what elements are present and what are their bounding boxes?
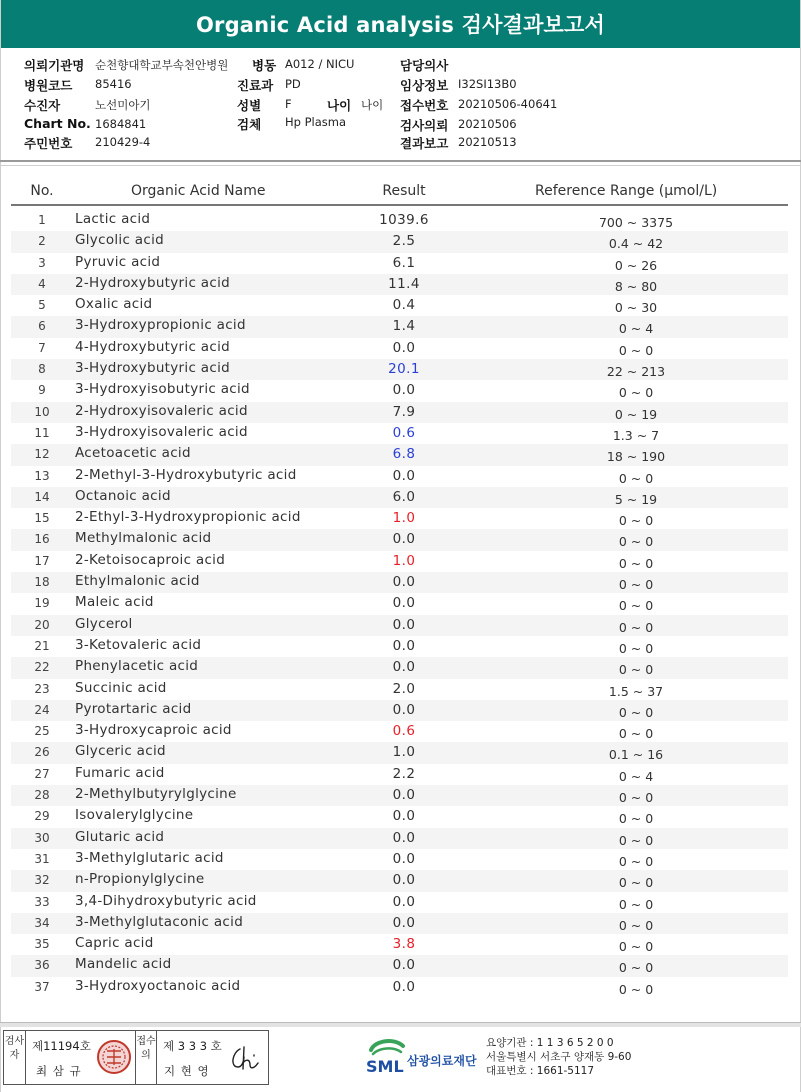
row-number: 3: [38, 255, 46, 270]
age-label: 나이: [327, 98, 352, 113]
receipt-no-label: 접수번호: [400, 98, 449, 113]
acid-name: Glutaric acid: [75, 828, 165, 845]
acid-name: 3-Hydroxycaproic acid: [75, 722, 232, 739]
specimen-value: Hp Plasma: [285, 115, 347, 129]
reference-range: 0 ~ 30: [614, 300, 658, 316]
result-value: 0.0: [392, 850, 416, 867]
table-row: [11, 657, 788, 678]
reference-range: 0 ~ 0: [618, 704, 654, 720]
care-institution-number: 요양기관 : 1 1 3 6 5 2 0 0: [486, 1037, 614, 1049]
dept-value: PD: [285, 77, 301, 91]
result-value: 0.0: [392, 595, 416, 612]
acid-name: Acetoacetic acid: [75, 445, 191, 462]
result-value: 0.0: [392, 787, 416, 804]
result-value: 0.6: [392, 424, 416, 441]
sex-label: 성별: [237, 98, 262, 113]
reference-range: 0 ~ 4: [618, 321, 654, 337]
footer-divider: [0, 1022, 801, 1027]
reference-range: 0 ~ 0: [618, 832, 654, 848]
chart-no-value: 1684841: [95, 117, 147, 131]
table-row: [11, 444, 788, 465]
table-row: [11, 423, 788, 444]
result-value: 0.0: [392, 659, 416, 676]
acid-name: Mandelic acid: [75, 956, 172, 973]
table-row: [11, 529, 788, 550]
reference-range: 0 ~ 0: [618, 577, 654, 593]
clinical-info-label: 임상정보: [400, 78, 449, 93]
acid-name: Maleic acid: [75, 594, 154, 611]
reference-range: 0 ~ 0: [618, 917, 654, 933]
table-row: [11, 253, 788, 274]
result-value: 0.6: [392, 723, 416, 740]
reference-range: 0 ~ 0: [618, 513, 654, 529]
result-value: 6.0: [392, 488, 416, 505]
row-number: 25: [34, 724, 50, 739]
table-row: [11, 892, 788, 913]
acid-name: 3-Ketovaleric acid: [75, 636, 202, 653]
table-row: [11, 551, 788, 572]
ward-value: A012 / NICU: [285, 57, 355, 71]
table-row: [11, 295, 788, 316]
table-row: [11, 508, 788, 529]
acid-name: Fumaric acid: [75, 764, 165, 781]
table-row: [11, 679, 788, 700]
result-value: 1.0: [392, 510, 416, 527]
table-row: [11, 870, 788, 891]
reference-range: 0.4 ~ 42: [608, 236, 664, 252]
acid-name: n-Propionylglycine: [75, 871, 205, 888]
acid-name: Phenylacetic acid: [75, 658, 199, 675]
row-number: 35: [34, 937, 50, 952]
result-value: 1.0: [392, 744, 416, 761]
dept-label: 진료과: [237, 78, 274, 93]
acid-name: 3-Hydroxyisovaleric acid: [75, 423, 248, 440]
result-value: 6.1: [392, 254, 416, 271]
row-number: 6: [38, 319, 46, 334]
row-number: 29: [34, 809, 50, 824]
acid-name: 3-Methylglutaric acid: [75, 849, 224, 866]
acid-name: 3-Hydroxybutyric acid: [75, 360, 230, 377]
results-table: [11, 176, 788, 998]
row-number: 26: [34, 745, 50, 760]
reference-range: 0 ~ 26: [614, 257, 658, 273]
header-no: No.: [30, 183, 54, 199]
row-number: 31: [34, 851, 50, 866]
table-row: [11, 316, 788, 337]
table-row: [11, 806, 788, 827]
row-number: 2: [38, 234, 46, 249]
result-value: 0.0: [392, 701, 416, 718]
specimen-label: 검체: [237, 117, 262, 132]
row-number: 28: [34, 788, 50, 803]
table-row: [11, 572, 788, 593]
row-number: 13: [34, 468, 50, 483]
acid-name: 2-Ethyl-3-Hydroxypropionic acid: [75, 509, 301, 526]
result-value: 1039.6: [379, 212, 429, 228]
table-row: [11, 274, 788, 295]
contact-info: [486, 1036, 631, 1078]
reference-range: 0 ~ 19: [614, 406, 658, 422]
reference-range: 8 ~ 80: [614, 278, 658, 294]
reference-range: 0 ~ 0: [618, 619, 654, 635]
table-row: [11, 402, 788, 423]
reference-range: 0 ~ 0: [618, 640, 654, 656]
footer: [0, 1028, 801, 1092]
ward-label: 병동: [252, 58, 277, 73]
row-number: 14: [34, 489, 50, 504]
result-value: 0.0: [392, 339, 416, 356]
signature-box: [3, 1030, 269, 1085]
sml-logo-text: SML: [366, 1057, 404, 1076]
table-row: [11, 338, 788, 359]
table-body: [11, 210, 788, 998]
row-number: 24: [34, 702, 50, 717]
result-value: 0.0: [392, 829, 416, 846]
reference-range: 1.3 ~ 7: [612, 427, 660, 443]
hospital-code-value: 85416: [95, 77, 132, 91]
acid-name: Glycerol: [75, 615, 133, 632]
reference-range: 0 ~ 4: [618, 768, 654, 784]
row-number: 15: [34, 511, 50, 526]
reference-range: 0 ~ 0: [618, 598, 654, 614]
table-row: [11, 849, 788, 870]
acid-name: 2-Methyl-3-Hydroxybutyric acid: [75, 466, 297, 483]
row-number: 27: [34, 766, 50, 781]
acid-name: 4-Hydroxybutyric acid: [75, 338, 230, 355]
acid-name: Pyruvic acid: [75, 253, 161, 270]
row-number: 34: [34, 915, 50, 930]
receipt-no-value: 20210506-40641: [458, 97, 558, 111]
row-number: 23: [34, 681, 50, 696]
result-value: 11.4: [388, 275, 420, 292]
acid-name: Glyceric acid: [75, 743, 166, 760]
header-divider-thin: [0, 165, 801, 166]
clinical-info-value: I32SI13B0: [458, 77, 517, 91]
row-number: 16: [34, 532, 50, 547]
table-row: [11, 977, 788, 998]
acid-name: Lactic acid: [75, 211, 151, 227]
reference-range: 0 ~ 0: [618, 790, 654, 806]
acid-name: Ethylmalonic acid: [75, 573, 200, 590]
header-name: Organic Acid Name: [131, 183, 266, 199]
approver-license: 제 3 3 3 호: [163, 1039, 222, 1053]
reference-range: 18 ~ 190: [606, 449, 666, 465]
table-row: [11, 913, 788, 934]
result-value: 2.5: [392, 233, 416, 250]
doctor-label: 담당의사: [400, 58, 449, 73]
reference-range: 5 ~ 19: [614, 491, 658, 507]
reference-range: 0 ~ 0: [618, 939, 654, 955]
acid-name: Octanoic acid: [75, 487, 171, 504]
reference-range: 0 ~ 0: [618, 555, 654, 571]
acid-name: Isovalerylglycine: [75, 807, 194, 824]
table-row: [11, 785, 788, 806]
approver-name: 지 현 영: [164, 1064, 210, 1078]
result-value: 2.0: [392, 680, 416, 697]
reference-range: 0 ~ 0: [618, 662, 654, 678]
resident-no-label: 주민번호: [24, 136, 73, 151]
result-value: 0.0: [392, 978, 416, 995]
table-row: [11, 764, 788, 785]
row-number: 5: [38, 298, 46, 313]
row-number: 4: [38, 276, 46, 291]
result-value: 7.9: [392, 403, 416, 420]
reference-range: 0 ~ 0: [618, 385, 654, 401]
table-row: [11, 231, 788, 252]
table-row: [11, 466, 788, 487]
acid-name: Succinic acid: [75, 679, 167, 696]
row-number: 7: [38, 340, 46, 355]
row-number: 8: [38, 362, 46, 377]
result-value: 2.2: [392, 765, 416, 782]
result-value: 0.0: [392, 637, 416, 654]
acid-name: 2-Hydroxybutyric acid: [75, 274, 230, 291]
result-value: 3.8: [392, 936, 416, 953]
row-number: 17: [34, 553, 50, 568]
acid-name: 3,4-Dihydroxybutyric acid: [75, 892, 257, 909]
table-row: [11, 636, 788, 657]
patient-info-block: [0, 52, 801, 158]
sml-logo: [365, 1034, 483, 1080]
acid-name: 2-Methylbutyrylglycine: [75, 786, 237, 803]
result-value: 1.0: [392, 552, 416, 569]
table-row: [11, 359, 788, 380]
acid-name: 3-Hydroxyisobutyric acid: [75, 381, 250, 398]
org-name: 삼광의료재단: [407, 1054, 477, 1068]
reference-range: 0 ~ 0: [618, 853, 654, 869]
row-number: 18: [34, 575, 50, 590]
row-number: 33: [34, 894, 50, 909]
acid-name: Oxalic acid: [75, 296, 153, 313]
row-number: 36: [34, 958, 50, 973]
result-value: 1.4: [392, 318, 416, 335]
row-number: 20: [34, 617, 50, 632]
table-row: [11, 615, 788, 636]
result-value: 0.0: [392, 914, 416, 931]
approver-label: 접수의: [135, 1031, 157, 1084]
result-value: 0.0: [392, 574, 416, 591]
reference-range: 700 ~ 3375: [598, 215, 674, 230]
acid-name: Glycolic acid: [75, 232, 165, 249]
result-value: 0.0: [392, 616, 416, 633]
inspector-license: 제11194호: [32, 1039, 91, 1053]
acid-name: 2-Ketoisocaproic acid: [75, 551, 226, 568]
result-value: 20.1: [388, 361, 420, 378]
reference-range: 0 ~ 0: [618, 875, 654, 891]
table-row: [11, 380, 788, 401]
table-row: [11, 955, 788, 976]
acid-name: 3-Methylglutaconic acid: [75, 913, 244, 930]
table-row: [11, 700, 788, 721]
acid-name: Pyrotartaric acid: [75, 700, 192, 717]
result-value: 6.8: [392, 446, 416, 463]
row-number: 21: [34, 638, 50, 653]
acid-name: Methylmalonic acid: [75, 530, 212, 547]
header-reference: Reference Range (μmol/L): [535, 183, 718, 199]
reference-range: 0 ~ 0: [618, 981, 654, 997]
table-row: [11, 593, 788, 614]
result-value: 0.0: [392, 467, 416, 484]
table-header: [11, 176, 788, 206]
chart-no-label: Chart No.: [24, 116, 91, 131]
row-number: 22: [34, 660, 50, 675]
row-number: 9: [38, 383, 46, 398]
table-row: [11, 487, 788, 508]
table-row: [11, 742, 788, 763]
reference-range: 0 ~ 0: [618, 726, 654, 742]
institution-value: 순천향대학교부속천안병원: [95, 58, 229, 72]
result-value: 0.4: [392, 297, 416, 314]
acid-name: 2-Hydroxyisovaleric acid: [75, 402, 248, 419]
table-row: [11, 934, 788, 955]
acid-name: 3-Hydroxypropionic acid: [75, 317, 246, 334]
request-date-label: 검사의뢰: [400, 118, 449, 133]
report-date-value: 20210513: [458, 135, 517, 149]
reference-range: 0 ~ 0: [618, 811, 654, 827]
row-number: 37: [34, 979, 50, 994]
reference-range: 0 ~ 0: [618, 534, 654, 550]
reference-range: 0 ~ 0: [618, 342, 654, 358]
reference-range: 22 ~ 213: [606, 364, 666, 380]
report-title: Organic Acid analysis 검사결과보고서: [1, 0, 800, 48]
hospital-code-label: 병원코드: [24, 78, 73, 93]
row-number: 30: [34, 830, 50, 845]
resident-no-value: 210429-4: [95, 135, 151, 149]
acid-name: 3-Hydroxyoctanoic acid: [75, 977, 241, 994]
reference-range: 0 ~ 0: [618, 960, 654, 976]
result-value: 0.0: [392, 957, 416, 974]
acid-name: Capric acid: [75, 935, 154, 952]
reference-range: 0.1 ~ 16: [608, 747, 664, 763]
reference-range: 1.5 ~ 37: [608, 683, 664, 699]
result-value: 0.0: [392, 531, 416, 548]
result-value: 0.0: [392, 893, 416, 910]
approver-signature-icon: [226, 1043, 262, 1075]
row-number: 32: [34, 873, 50, 888]
patient-value: 노선미아기: [95, 98, 151, 112]
reference-range: 0 ~ 0: [618, 470, 654, 486]
age-value: 나이: [361, 98, 384, 112]
report-date-label: 결과보고: [400, 136, 449, 151]
table-row: [11, 828, 788, 849]
sml-logo-icon: [365, 1034, 409, 1080]
institution-label: 의뢰기관명: [24, 58, 85, 73]
header-divider: [0, 160, 801, 162]
row-number: 12: [34, 447, 50, 462]
row-number: 1: [38, 213, 46, 227]
address: 서울특별시 서초구 양재동 9-60: [486, 1051, 632, 1063]
table-row: [11, 210, 788, 231]
result-value: 0.0: [392, 872, 416, 889]
result-value: 0.0: [392, 382, 416, 399]
result-value: 0.0: [392, 808, 416, 825]
inspector-seal-icon: [96, 1039, 132, 1075]
row-number: 10: [34, 404, 50, 419]
header-result: Result: [382, 183, 426, 199]
patient-label: 수진자: [24, 98, 61, 113]
reference-range: 0 ~ 0: [618, 896, 654, 912]
row-number: 11: [34, 425, 50, 440]
inspector-label: 검사자: [4, 1031, 26, 1084]
row-number: 19: [34, 596, 50, 611]
request-date-value: 20210506: [458, 117, 517, 131]
table-row: [11, 721, 788, 742]
phone-number: 대표번호 : 1661-5117: [486, 1065, 595, 1077]
sex-value: F: [285, 97, 292, 111]
inspector-name: 최 삼 규: [36, 1064, 82, 1078]
